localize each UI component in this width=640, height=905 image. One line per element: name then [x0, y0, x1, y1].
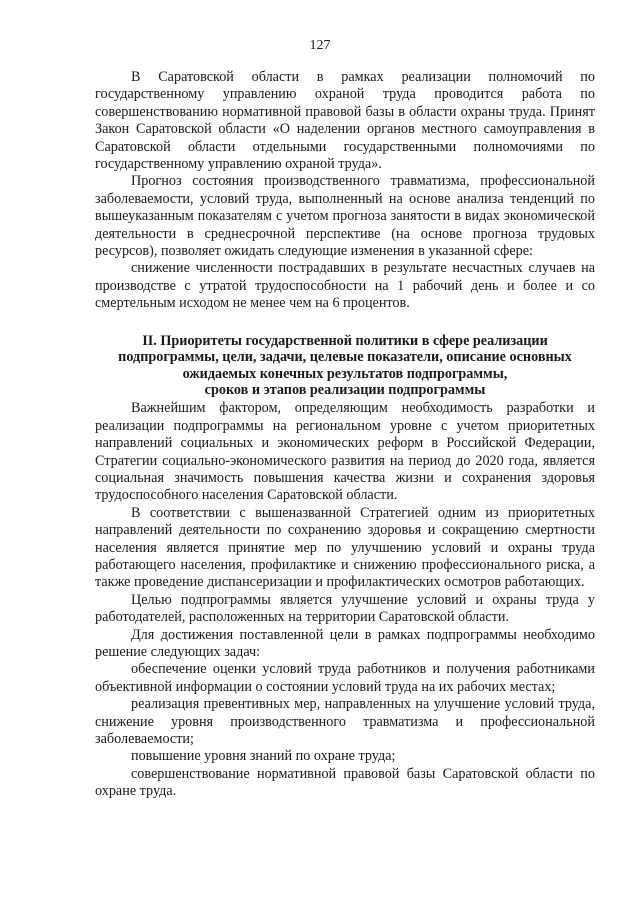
section-heading-line: подпрограммы, цели, задачи, целевые показатели, описание основных [118, 349, 572, 366]
section-heading-line: сроков и этапов реализации подпрограммы [204, 381, 486, 398]
section-heading-line: II. Приоритеты государственной политики в сфере реализации [142, 332, 548, 349]
paragraph-injury-reduction: снижение численности пострадавших в результате несчастных случаев на производстве с утратой трудоспособности на 1 рабочий день и более и со смертельным исходом не менее чем на 6 процентов. [95, 260, 595, 312]
section-heading-line: ожидаемых конечных результатов подпрограммы, [182, 365, 508, 382]
document-body [95, 69, 595, 801]
task-item: повышение уровня знаний по охране труда; [131, 748, 396, 765]
paragraph-key-factor: Важнейшим фактором, определяющим необходимость разработки и реализации подпрограммы на региональном уровне с учетом приоритетных направлений социальных и экономических реформ в Российской Федерации, Стратегии социально-экономического развития на период до 2020 года, является социальная значимость повышения качества жизни и сохранения здоровья трудоспособного населения Саратовской области. [95, 400, 595, 504]
paragraph-regional-law: В Саратовской области в рамках реализации полномочий по государственному управлению охраной труда проводится работа по совершенствованию нормативной правовой базы в области охраны труда. Принят Закон Саратовской области «О наделении органов местного самоуправления в Саратовской области отдельными государственными полномочиями по государственному управлению охраной труда». [95, 69, 595, 173]
paragraph-tasks-intro: Для достижения поставленной цели в рамках подпрограммы необходимо решение следующих задач: [95, 626, 595, 660]
page-number: 127 [309, 38, 331, 53]
paragraph-goal: Целью подпрограммы является улучшение условий и охраны труда у работодателей, расположенных на территории Саратовской области. [95, 591, 595, 626]
paragraph-forecast: Прогноз состояния производственного травматизма, профессиональной заболеваемости, условий труда, выполненный на основе анализа тенденций по вышеуказанным показателям с учетом прогноза занятости в видах экономической деятельности в среднесрочной перспективе (на основе прогноза трудовых ресурсов), позволяет ожидать следующие изменения в указанной сфере: [95, 173, 595, 260]
task-item: обеспечение оценки условий труда работников и получения работниками объективной информации о состоянии условий труда на их рабочих местах; [95, 661, 595, 695]
task-item: совершенствование нормативной правовой базы Саратовской области по охране труда. [95, 765, 595, 800]
paragraph-strategy: В соответствии с вышеназванной Стратегией одним из приоритетных направлений деятельности по сохранению здоровья и сокращению смертности населения является принятие мер по улучшению условий и охраны труда работающего населения, профилактике и снижению профессионального риска, а также проведение диспансеризации и профилактических осмотров работающих. [95, 504, 595, 591]
section-heading [95, 333, 595, 399]
task-item: реализация превентивных мер, направленных на улучшение условий труда, снижение уровня производственного травматизма и профессиональной заболеваемости; [95, 696, 595, 748]
